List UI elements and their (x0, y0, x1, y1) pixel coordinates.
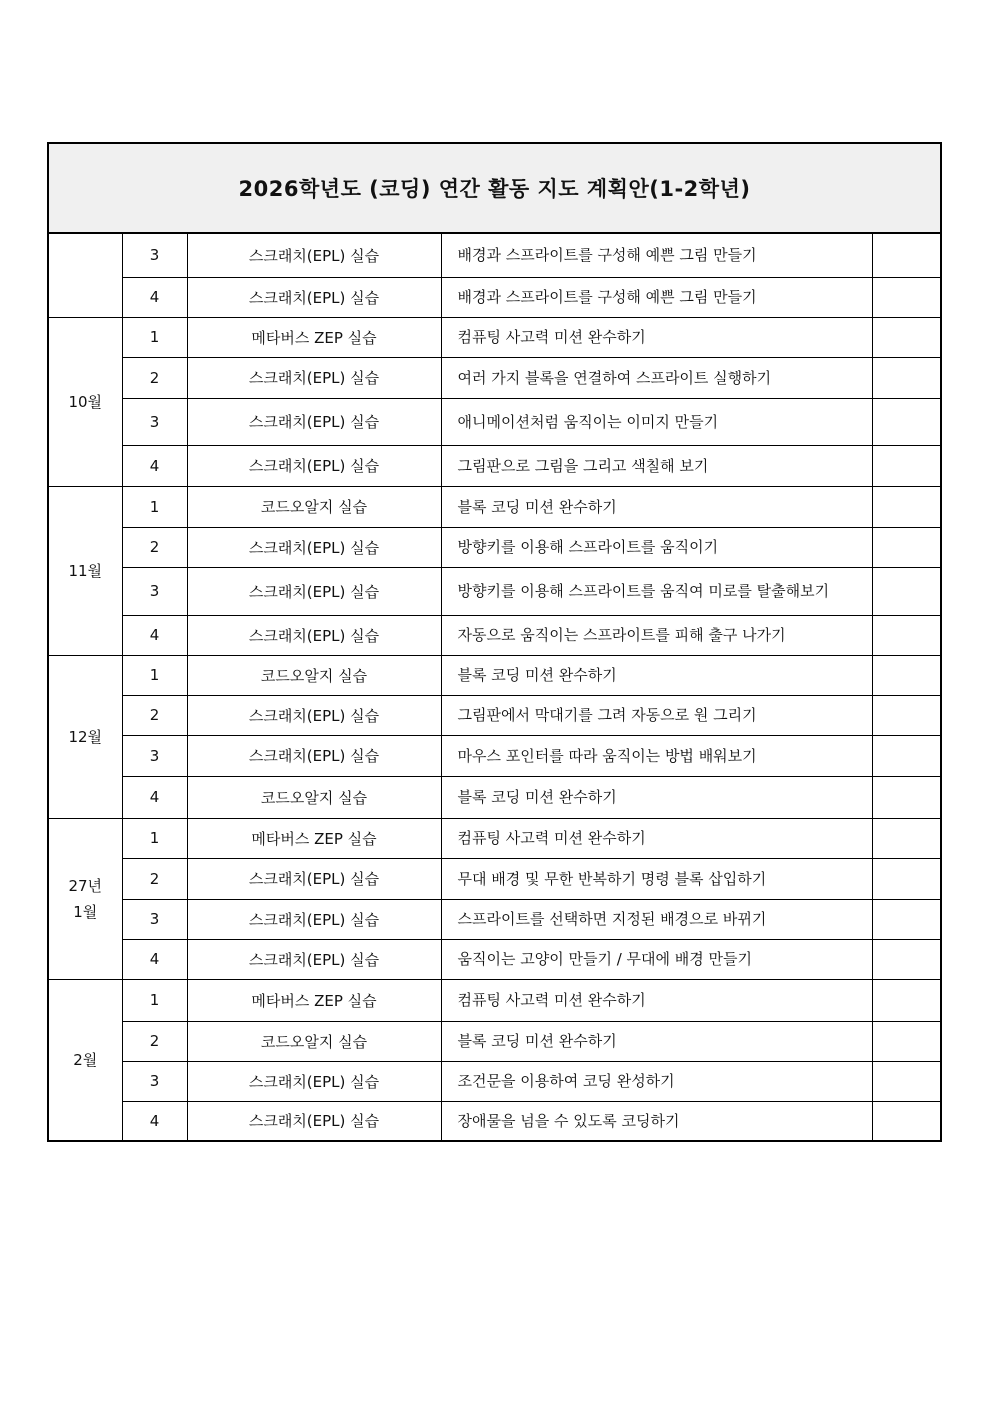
note-cell (872, 527, 941, 567)
session-number: 4 (122, 776, 187, 818)
month-cell: 11월 (48, 486, 122, 655)
program-name: 코드오알지 실습 (187, 486, 441, 527)
note-cell (872, 277, 941, 317)
program-name: 코드오알지 실습 (187, 1021, 441, 1061)
session-number: 4 (122, 615, 187, 655)
program-name: 스크래치(EPL) 실습 (187, 735, 441, 776)
activity-description: 애니메이션처럼 움직이는 이미지 만들기 (441, 398, 872, 445)
session-number: 3 (122, 398, 187, 445)
annual-plan-table (47, 142, 942, 1142)
session-number: 4 (122, 445, 187, 486)
program-name: 코드오알지 실습 (187, 655, 441, 695)
table-row (48, 615, 941, 655)
activity-description: 무대 배경 및 무한 반복하기 명령 블록 삽입하기 (441, 858, 872, 899)
activity-description: 자동으로 움직이는 스프라이트를 피해 출구 나가기 (441, 615, 872, 655)
table-row (48, 979, 941, 1021)
activity-description: 그림판에서 막대기를 그려 자동으로 원 그리기 (441, 695, 872, 735)
table-row (48, 1101, 941, 1141)
note-cell (872, 979, 941, 1021)
activity-description: 컴퓨팅 사고력 미션 완수하기 (441, 317, 872, 357)
activity-description: 여러 가지 블록을 연결하여 스프라이트 실행하기 (441, 357, 872, 398)
activity-description: 블록 코딩 미션 완수하기 (441, 655, 872, 695)
activity-description: 배경과 스프라이트를 구성해 예쁜 그림 만들기 (441, 233, 872, 277)
table-row (48, 776, 941, 818)
table-row (48, 398, 941, 445)
table-row (48, 1061, 941, 1101)
session-number: 1 (122, 818, 187, 858)
note-cell (872, 233, 941, 277)
session-number: 3 (122, 899, 187, 939)
month-cell: 10월 (48, 317, 122, 486)
note-cell (872, 398, 941, 445)
month-cell: 2월 (48, 979, 122, 1141)
program-name: 스크래치(EPL) 실습 (187, 527, 441, 567)
activity-description: 마우스 포인터를 따라 움직이는 방법 배워보기 (441, 735, 872, 776)
session-number: 4 (122, 939, 187, 979)
activity-description: 장애물을 넘을 수 있도록 코딩하기 (441, 1101, 872, 1141)
program-name: 스크래치(EPL) 실습 (187, 277, 441, 317)
table-row (48, 1021, 941, 1061)
table-row (48, 527, 941, 567)
table-row (48, 695, 941, 735)
month-cell (48, 818, 122, 979)
activity-description: 방향키를 이용해 스프라이트를 움직이기 (441, 527, 872, 567)
table-row (48, 486, 941, 527)
table-row (48, 233, 941, 277)
session-number: 3 (122, 233, 187, 277)
program-name: 스크래치(EPL) 실습 (187, 357, 441, 398)
program-name: 메타버스 ZEP 실습 (187, 979, 441, 1021)
table-row (48, 445, 941, 486)
activity-description: 컴퓨팅 사고력 미션 완수하기 (441, 979, 872, 1021)
table-row (48, 818, 941, 858)
month-label: 1월 (73, 902, 98, 921)
session-number: 1 (122, 655, 187, 695)
activity-description: 움직이는 고양이 만들기 / 무대에 배경 만들기 (441, 939, 872, 979)
activity-description: 조건문을 이용하여 코딩 완성하기 (441, 1061, 872, 1101)
table-row (48, 357, 941, 398)
session-number: 2 (122, 527, 187, 567)
program-name: 스크래치(EPL) 실습 (187, 615, 441, 655)
program-name: 스크래치(EPL) 실습 (187, 233, 441, 277)
activity-description: 블록 코딩 미션 완수하기 (441, 1021, 872, 1061)
program-name: 스크래치(EPL) 실습 (187, 899, 441, 939)
program-name: 스크래치(EPL) 실습 (187, 1101, 441, 1141)
session-number: 4 (122, 1101, 187, 1141)
table-row (48, 277, 941, 317)
table-row (48, 317, 941, 357)
session-number: 3 (122, 1061, 187, 1101)
program-name: 메타버스 ZEP 실습 (187, 818, 441, 858)
program-name: 메타버스 ZEP 실습 (187, 317, 441, 357)
activity-description: 블록 코딩 미션 완수하기 (441, 486, 872, 527)
activity-description: 블록 코딩 미션 완수하기 (441, 776, 872, 818)
activity-description: 방향키를 이용해 스프라이트를 움직여 미로를 탈출해보기 (441, 567, 872, 615)
note-cell (872, 899, 941, 939)
program-name: 코드오알지 실습 (187, 776, 441, 818)
table-row (48, 735, 941, 776)
program-name: 스크래치(EPL) 실습 (187, 695, 441, 735)
program-name: 스크래치(EPL) 실습 (187, 1061, 441, 1101)
session-number: 3 (122, 567, 187, 615)
table-row (48, 567, 941, 615)
page-title: 2026학년도 (코딩) 연간 활동 지도 계획안(1-2학년) (48, 143, 941, 233)
session-number: 1 (122, 486, 187, 527)
note-cell (872, 655, 941, 695)
table-body (48, 143, 941, 1141)
program-name: 스크래치(EPL) 실습 (187, 858, 441, 899)
note-cell (872, 486, 941, 527)
month-cell: 12월 (48, 655, 122, 818)
session-number: 1 (122, 979, 187, 1021)
session-number: 3 (122, 735, 187, 776)
table-row (48, 858, 941, 899)
note-cell (872, 735, 941, 776)
table-row (48, 655, 941, 695)
note-cell (872, 939, 941, 979)
session-number: 1 (122, 317, 187, 357)
note-cell (872, 567, 941, 615)
activity-description: 스프라이트를 선택하면 지정된 배경으로 바뀌기 (441, 899, 872, 939)
note-cell (872, 1101, 941, 1141)
note-cell (872, 445, 941, 486)
session-number: 2 (122, 695, 187, 735)
session-number: 2 (122, 357, 187, 398)
note-cell (872, 317, 941, 357)
month-year-label: 27년 (68, 876, 103, 895)
session-number: 2 (122, 1021, 187, 1061)
note-cell (872, 858, 941, 899)
table-row (48, 939, 941, 979)
table-row (48, 899, 941, 939)
note-cell (872, 776, 941, 818)
note-cell (872, 357, 941, 398)
month-cell (48, 233, 122, 317)
note-cell (872, 1021, 941, 1061)
note-cell (872, 615, 941, 655)
plan-document (47, 142, 940, 1142)
note-cell (872, 695, 941, 735)
activity-description: 배경과 스프라이트를 구성해 예쁜 그림 만들기 (441, 277, 872, 317)
program-name: 스크래치(EPL) 실습 (187, 567, 441, 615)
session-number: 2 (122, 858, 187, 899)
activity-description: 컴퓨팅 사고력 미션 완수하기 (441, 818, 872, 858)
title-row (48, 143, 941, 233)
activity-description: 그림판으로 그림을 그리고 색칠해 보기 (441, 445, 872, 486)
program-name: 스크래치(EPL) 실습 (187, 398, 441, 445)
note-cell (872, 818, 941, 858)
program-name: 스크래치(EPL) 실습 (187, 939, 441, 979)
session-number: 4 (122, 277, 187, 317)
note-cell (872, 1061, 941, 1101)
program-name: 스크래치(EPL) 실습 (187, 445, 441, 486)
